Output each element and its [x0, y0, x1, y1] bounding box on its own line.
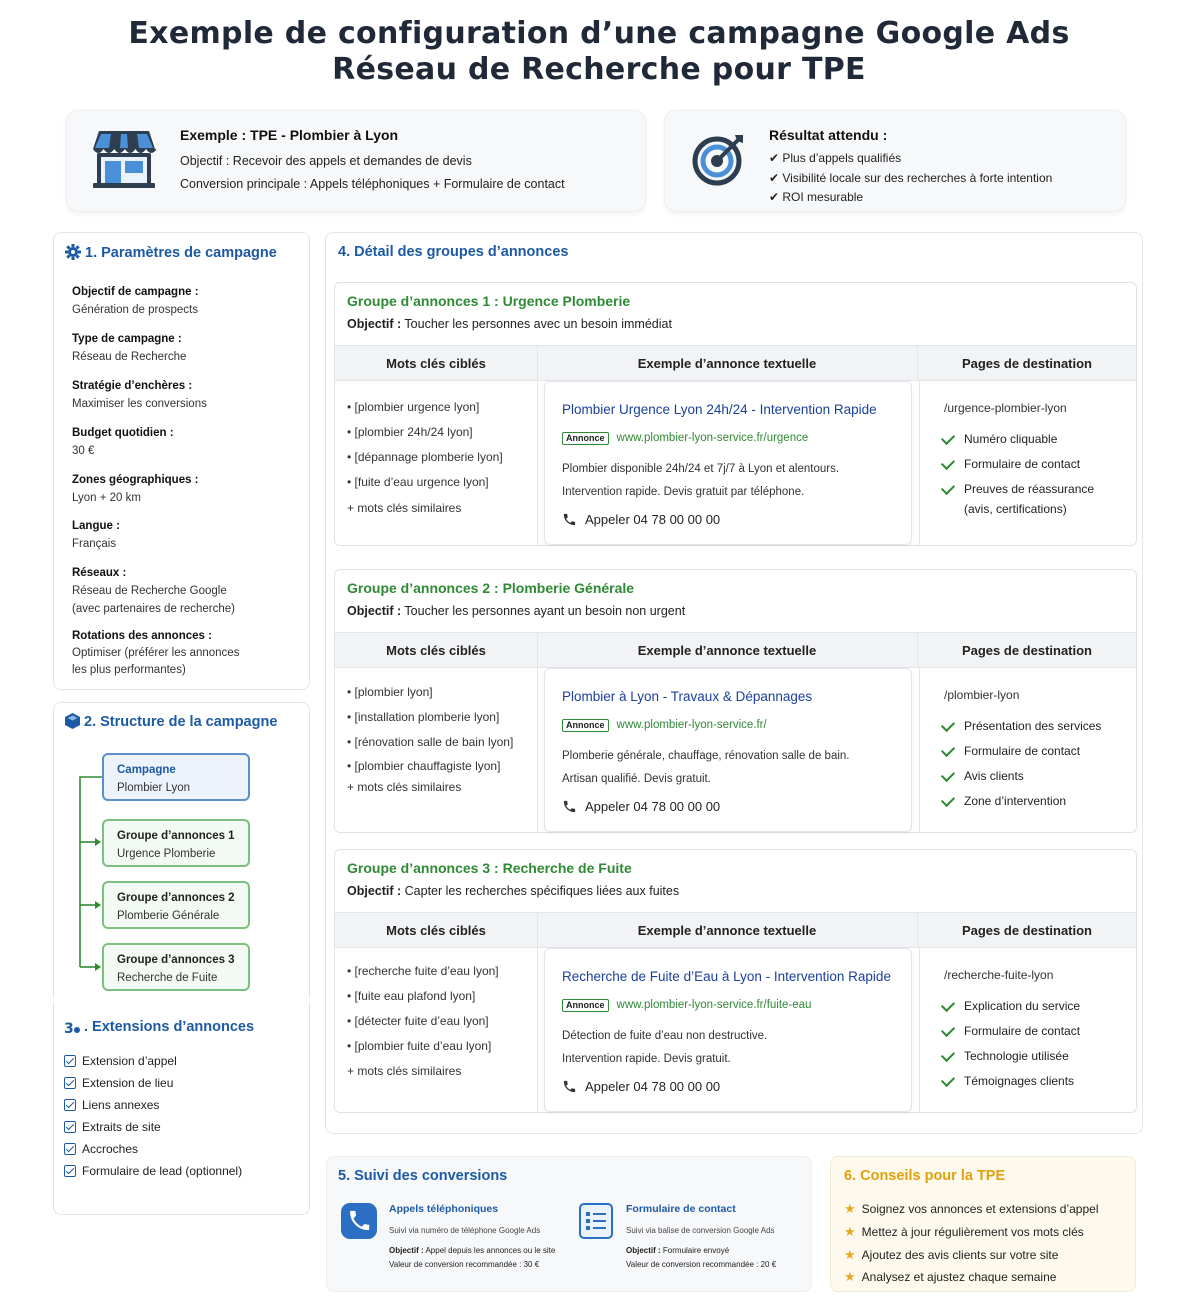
col-keywords: Mots clés ciblés: [386, 356, 486, 371]
page-title-line1: Exemple de configuration d’une campagne Google Ads: [128, 16, 1070, 51]
star-icon: ★: [844, 1201, 856, 1216]
keyword: • [dépannage plomberie lyon]: [347, 450, 503, 464]
group-objective: Objectif : Capter les recherches spécifiques liées aux fuites: [347, 884, 680, 898]
destination-url[interactable]: /plombier-lyon: [944, 688, 1020, 702]
destination-item: Formulaire de contact: [944, 741, 1080, 761]
destination-item: Numéro cliquable: [944, 429, 1057, 449]
divider: [537, 381, 538, 545]
conversion-calls: Appels téléphoniques Suivi via numéro de téléphone Google Ads Objectif : Appel depuis les annonces ou le site Valeur de conversion recommandée : 30 €: [389, 1203, 556, 1269]
ad-group-1: [334, 282, 1137, 546]
group-title: Groupe d’annonces 1 : Urgence Plomberie: [347, 293, 631, 309]
group-header: [347, 860, 679, 898]
keyword-more: + mots clés similaires: [347, 501, 462, 515]
checkbox-icon: [64, 1055, 76, 1067]
param-objective: Objectif de campagne : Génération de prospects: [72, 286, 199, 316]
ad-title-link[interactable]: Plombier Urgence Lyon 24h/24 - Intervention Rapide: [562, 402, 877, 417]
col-ad: Exemple d’annonce textuelle: [637, 643, 817, 658]
keyword: • [rénovation salle de bain lyon]: [347, 735, 514, 749]
param-zones: Zones géographiques : Lyon + 20 km: [72, 474, 199, 504]
extension-item[interactable]: Extension d’appel: [64, 1054, 177, 1068]
tip-item: ★ Ajoutez des avis clients sur votre site: [844, 1247, 1059, 1262]
destination-url[interactable]: /urgence-plombier-lyon: [944, 401, 1067, 415]
col-pages: Pages de destination: [961, 923, 1093, 938]
keyword: • [installation plomberie lyon]: [347, 710, 500, 724]
extensions-title: 3 . Extensions d’annonces: [64, 1019, 255, 1035]
extension-item[interactable]: Extension de lieu: [64, 1076, 173, 1090]
keyword: • [plombier urgence lyon]: [347, 400, 480, 414]
ad-call-button[interactable]: Appeler 04 78 00 00 00: [562, 1079, 720, 1094]
tree-node-campaign[interactable]: Campagne Plombier Lyon: [102, 753, 250, 801]
param-networks: Réseaux : Réseau de Recherche Google (avec partenaires de recherche): [72, 567, 235, 615]
divider: [537, 668, 538, 832]
tip-item: ★ Analysez et ajustez chaque semaine: [844, 1269, 1057, 1284]
phone-icon: [562, 1079, 577, 1094]
ad-description: Plombier disponible 24h/24 et 7j/7 à Lyon et alentours. Intervention rapide. Devis gratuit par téléphone.: [562, 463, 840, 498]
divider: [917, 632, 918, 668]
param-budget: Budget quotidien : 30 €: [72, 427, 174, 457]
destination-item: Technologie utilisée: [944, 1046, 1069, 1066]
destination-item: Témoignages clients: [944, 1071, 1074, 1091]
keyword-more: + mots clés similaires: [347, 780, 462, 794]
extension-item[interactable]: Formulaire de lead (optionnel): [64, 1164, 242, 1178]
form-icon: [579, 1203, 613, 1239]
param-rotation: Rotations des annonces : Optimiser (préférer les annonces les plus performantes): [72, 630, 240, 676]
group-header: [347, 580, 685, 618]
phone-icon: [562, 799, 577, 814]
checkbox-icon: [64, 1143, 76, 1155]
ad-call-button[interactable]: Appeler 04 78 00 00 00: [562, 512, 720, 527]
keyword: • [détecter fuite d’eau lyon]: [347, 1014, 489, 1028]
group-table-header: [335, 345, 1136, 381]
divider: [537, 345, 538, 381]
param-language: Langue : Français: [72, 520, 120, 550]
ad-call-button[interactable]: Appeler 04 78 00 00 00: [562, 799, 720, 814]
group-title: Groupe d’annonces 3 : Recherche de Fuite: [347, 860, 632, 876]
destination-item: Formulaire de contact: [944, 454, 1080, 474]
result-card: [664, 110, 1126, 212]
result-heading: Résultat attendu :: [769, 127, 888, 143]
tree-node-group-1[interactable]: Groupe d’annonces 1 Urgence Plomberie: [102, 819, 250, 867]
destination-pages: [919, 668, 1137, 832]
destination-url[interactable]: /recherche-fuite-lyon: [944, 968, 1054, 982]
group-title: Groupe d’annonces 2 : Plomberie Générale: [347, 580, 635, 596]
ad-title-link[interactable]: Plombier à Lyon - Travaux & Dépannages: [562, 689, 813, 704]
ad-description: Plomberie générale, chauffage, rénovation salle de bain. Artisan qualifié. Devis gratuit.: [562, 750, 850, 785]
ad-preview: [544, 381, 912, 545]
star-icon: ★: [844, 1247, 856, 1262]
divider: [917, 345, 918, 381]
example-conversion: Conversion principale : Appels téléphoniques + Formulaire de contact: [180, 177, 565, 191]
divider: [537, 632, 538, 668]
tips-title: 6. Conseils pour la TPE: [844, 1168, 1006, 1184]
keyword: • [plombier fuite d’eau lyon]: [347, 1039, 492, 1053]
divider: [537, 912, 538, 948]
tree-node-group-3[interactable]: Groupe d’annonces 3 Recherche de Fuite: [102, 943, 250, 991]
group-header: [347, 293, 672, 331]
ad-preview: [544, 948, 912, 1112]
extensions-icon: [64, 1020, 80, 1034]
ad-description: Détection de fuite d’eau non destructive. Intervention rapide. Devis gratuit.: [562, 1030, 768, 1065]
destination-item: Formulaire de contact: [944, 1021, 1080, 1041]
tips-panel: [830, 1156, 1136, 1292]
ad-badge: Annonce: [562, 719, 609, 732]
extension-item[interactable]: Accroches: [64, 1142, 138, 1156]
param-bidding: Stratégie d’enchères : Maximiser les conversions: [72, 380, 207, 410]
result-item: ✔ Visibilité locale sur des recherches à forte intention: [769, 170, 1053, 185]
ad-badge: Annonce: [562, 999, 609, 1012]
details-title: 4. Détail des groupes d’annonces: [338, 244, 569, 260]
group-objective: Objectif : Toucher les personnes ayant un besoin non urgent: [347, 604, 686, 618]
conversions-panel: [326, 1156, 812, 1292]
destination-pages: [919, 381, 1137, 545]
destination-item: Présentation des services: [944, 716, 1101, 736]
tip-item: ★ Mettez à jour régulièrement vos mots clés: [844, 1224, 1084, 1239]
page-title-line2: Réseau de Recherche pour TPE: [332, 52, 866, 87]
keyword: • [fuite eau plafond lyon]: [347, 989, 476, 1003]
star-icon: ★: [844, 1224, 856, 1239]
col-pages: Pages de destination: [961, 643, 1093, 658]
keyword-more: + mots clés similaires: [347, 1064, 462, 1078]
ad-url[interactable]: Annonce www.plombier-lyon-service.fr/fuite-eau: [562, 999, 811, 1012]
tree-node-group-2[interactable]: Groupe d’annonces 2 Plomberie Générale: [102, 881, 250, 929]
divider: [917, 912, 918, 948]
group-objective: Objectif : Toucher les personnes avec un besoin immédiat: [347, 317, 672, 331]
col-pages: Pages de destination: [961, 356, 1093, 371]
checkbox-icon: [64, 1099, 76, 1111]
destination-item: Avis clients: [944, 766, 1024, 786]
keyword: • [fuite d’eau urgence lyon]: [347, 475, 489, 489]
keyword: • [plombier chauffagiste lyon]: [347, 759, 501, 773]
ad-title-link[interactable]: Recherche de Fuite d’Eau à Lyon - Intervention Rapide: [562, 969, 891, 984]
col-ad: Exemple d’annonce textuelle: [637, 923, 817, 938]
destination-item: Zone d’intervention: [944, 791, 1066, 811]
phone-icon: [341, 1203, 377, 1239]
ad-badge: Annonce: [562, 432, 609, 445]
params-title: 1. Paramètres de campagne: [65, 244, 277, 261]
example-objective: Objectif : Recevoir des appels et demandes de devis: [180, 154, 472, 168]
group-table-header: [335, 632, 1136, 668]
keyword: • [plombier 24h/24 lyon]: [347, 425, 473, 439]
checkbox-icon: [64, 1077, 76, 1089]
group-table-header: [335, 912, 1136, 948]
ad-url[interactable]: Annonce www.plombier-lyon-service.fr/urgence: [562, 432, 808, 445]
destination-pages: [919, 948, 1137, 1112]
svg-text:3: 3: [64, 1021, 74, 1034]
col-keywords: Mots clés ciblés: [386, 923, 486, 938]
result-list: [769, 149, 1052, 208]
conversion-form: Formulaire de contact Suivi via balise de conversion Google Ads Objectif : Formulaire envoyé Valeur de conversion recommandée : 20 €: [626, 1203, 777, 1269]
tip-item: ★ Soignez vos annonces et extensions d’appel: [844, 1201, 1099, 1216]
structure-title: 2. Structure de la campagne: [65, 713, 277, 730]
result-item: ✔ ROI mesurable: [769, 190, 864, 204]
destination-item: Explication du service: [944, 996, 1080, 1016]
divider: [537, 948, 538, 1112]
extension-item[interactable]: Extraits de site: [64, 1120, 161, 1134]
target-icon: [691, 131, 747, 187]
col-keywords: Mots clés ciblés: [386, 643, 486, 658]
ad-url[interactable]: Annonce www.plombier-lyon-service.fr/: [562, 719, 767, 732]
destination-item: Preuves de réassurance (avis, certifications): [944, 479, 1094, 519]
result-item: ✔ Plus d’appels qualifiés: [769, 151, 902, 165]
example-heading: Exemple : TPE - Plombier à Lyon: [180, 127, 399, 143]
param-type: Type de campagne : Réseau de Recherche: [72, 333, 187, 363]
keyword: • [plombier lyon]: [347, 685, 433, 699]
conversions-title: 5. Suivi des conversions: [338, 1168, 508, 1184]
checkbox-icon: [64, 1165, 76, 1177]
col-ad: Exemple d’annonce textuelle: [637, 356, 817, 371]
extension-item[interactable]: Liens annexes: [64, 1098, 159, 1112]
checkbox-icon: [64, 1121, 76, 1133]
ad-group-3: [334, 849, 1137, 1113]
ad-group-2: [334, 569, 1137, 833]
keyword: • [recherche fuite d’eau lyon]: [347, 964, 499, 978]
ad-preview: [544, 668, 912, 832]
phone-icon: [562, 512, 577, 527]
star-icon: ★: [844, 1269, 856, 1284]
